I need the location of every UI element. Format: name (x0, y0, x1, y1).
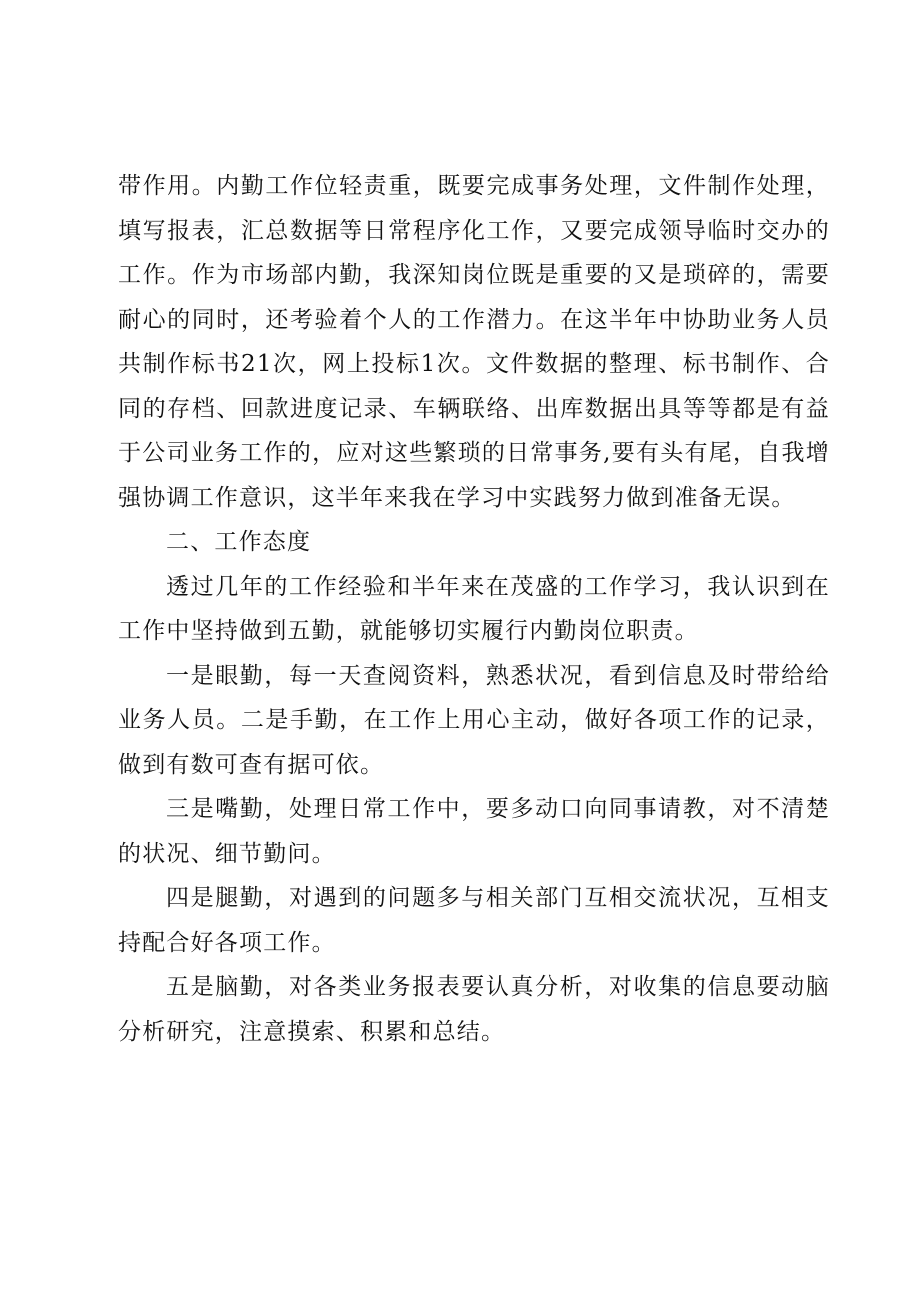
paragraph-work-attitude: 透过几年的工作经验和半年来在茂盛的工作学习，我认识到在工作中坚持做到五勤，就能够切实履行内勤岗位职责。 (118, 573, 830, 644)
paragraph-mouth-diligence: 三是嘴勤，处理日常工作中，要多动口向同事请教，对不清楚的状况、细节勤问。 (118, 796, 830, 867)
paragraph-continuation: 带作用。内勤工作位轻责重，既要完成事务处理，文件制作处理，填写报表，汇总数据等日常程序化工作，又要完成领导临时交办的工作。作为市场部内勤，我深知岗位既是重要的又是琐碎的，需要耐心的同时，还考验着个人的工作潜力。在这半年中协助业务人员共制作标书21次，网上投标1次。文件数据的整理、标书制作、合同的存档、回款进度记录、车辆联络、出库数据出具等等都是有益于公司业务工作的，应对这些繁琐的日常事务,要有头有尾，自我增强协调工作意识，这半年来我在学习中实践努力做到准备无误。 (118, 173, 830, 511)
section-heading: 二、工作态度 (166, 529, 312, 555)
paragraph-eye-hand-diligence: 一是眼勤，每一天查阅资料，熟悉状况，看到信息及时带给给业务人员。二是手勤，在工作上用心主动，做好各项工作的记录，做到有数可查有据可依。 (118, 662, 830, 778)
document-body (118, 164, 830, 1054)
paragraph-leg-diligence: 四是腿勤，对遇到的问题多与相关部门互相交流状况，互相支持配合好各项工作。 (118, 885, 830, 956)
paragraph-brain-diligence: 五是脑勤，对各类业务报表要认真分析，对收集的信息要动脑分析研究，注意摸索、积累和总结。 (118, 974, 830, 1045)
